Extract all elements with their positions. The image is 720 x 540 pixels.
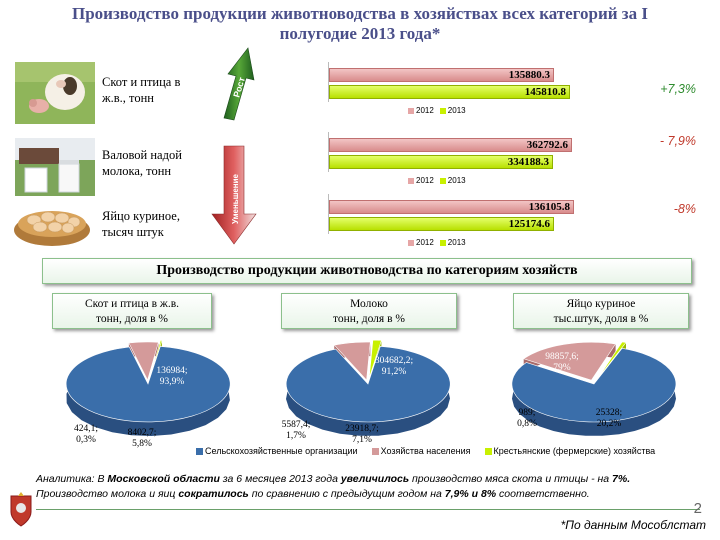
legend-swatch xyxy=(408,240,414,246)
pie-label-value: 8402,7; xyxy=(127,428,157,438)
legend-item xyxy=(408,238,434,247)
pie-title-line: тонн, доля в % xyxy=(96,313,168,325)
pie-label xyxy=(66,424,106,446)
pie-label-value: 989; xyxy=(518,408,536,418)
source-note: *По данным Мособлстат xyxy=(560,518,706,532)
legend-label: 2012 xyxy=(416,106,434,115)
analytics-fragment: производство мяса скота и птицы - на xyxy=(409,473,613,485)
eggs-basket-photo xyxy=(12,200,92,248)
bar-chart-milk xyxy=(322,132,622,192)
analytics-emphasis: сократилось xyxy=(178,488,249,500)
product-label-line: молока, тонн xyxy=(102,164,172,178)
pie-title-eggs xyxy=(513,293,689,329)
growth-arrow-label: Рост xyxy=(231,75,247,99)
analytics-fragment: за 6 месяцев 2013 года xyxy=(219,473,341,485)
product-label-livestock xyxy=(102,74,180,106)
legend-item xyxy=(440,238,466,247)
legend-label: 2013 xyxy=(447,176,466,185)
legend-item xyxy=(372,446,471,456)
pie-label xyxy=(150,366,194,388)
analytics-fragment: Аналитика: В xyxy=(36,473,108,485)
bar-value-label: 136105.8 xyxy=(528,201,570,213)
pie-title-livestock xyxy=(52,293,212,329)
change-livestock: +7,3% xyxy=(660,82,696,96)
bar-legend xyxy=(408,238,466,247)
page-title: Производство продукции животноводства в хозяйствах всех категорий за I полугодие 2013 года* xyxy=(72,4,648,43)
product-label-eggs xyxy=(102,208,180,240)
pie-label-share: 0,8% xyxy=(517,419,537,429)
pie-title-line: тыс.штук, доля в % xyxy=(553,313,649,325)
legend-swatch xyxy=(372,448,379,455)
pie-legend xyxy=(196,446,655,456)
pie-label xyxy=(338,424,386,446)
analytics-text xyxy=(36,472,696,502)
change-eggs: -8% xyxy=(673,202,696,216)
product-label-line: Валовой надой xyxy=(102,148,182,162)
bar-value-label: 334188.3 xyxy=(507,156,549,168)
bar-value-label: 125174.6 xyxy=(508,218,550,230)
pie-label-value: 98857,6; xyxy=(545,352,579,362)
product-label-line: Скот и птица в xyxy=(102,75,181,89)
legend-label: Крестьянские (фермерские) хозяйства xyxy=(493,446,656,456)
decrease-arrow-label: Уменьшение xyxy=(231,173,240,224)
legend-label: 2013 xyxy=(447,238,466,247)
legend-label: Хозяйства населения xyxy=(380,446,471,456)
pie-title-line: тонн, доля в % xyxy=(333,313,405,325)
analytics-fragment: соответственно. xyxy=(496,488,590,500)
analytics-fragment: Производство молока и яиц xyxy=(36,488,179,500)
legend-item xyxy=(440,106,466,115)
pie-label-share: 79% xyxy=(553,363,571,373)
bar-value-label: 362792.6 xyxy=(526,139,568,151)
legend-swatch xyxy=(440,240,446,246)
pie-label xyxy=(120,428,164,450)
livestock-photo xyxy=(15,62,95,124)
pie-title-line: Скот и птица в ж.в. xyxy=(84,298,180,310)
pie-label-value: 136984; xyxy=(156,366,188,376)
legend-swatch xyxy=(408,178,414,184)
change-milk: - 7,9% xyxy=(659,134,696,148)
pie-title-line: Яйцо куриное xyxy=(566,298,636,310)
bar-legend xyxy=(408,176,466,185)
page-number: 2 xyxy=(693,500,702,517)
pie-chart-eggs xyxy=(504,340,684,448)
legend-swatch xyxy=(440,108,446,114)
legend-swatch xyxy=(408,108,414,114)
pie-title-milk xyxy=(281,293,457,329)
pie-label xyxy=(538,352,586,374)
legend-item xyxy=(485,446,656,456)
pie-label-share: 5,8% xyxy=(132,439,152,449)
coat-of-arms-icon xyxy=(8,488,34,528)
product-label-milk xyxy=(102,147,182,179)
product-label-line: ж.в., тонн xyxy=(102,91,154,105)
legend-item xyxy=(440,176,466,185)
bar-legend xyxy=(408,106,466,115)
legend-label: 2012 xyxy=(416,176,434,185)
legend-swatch xyxy=(485,448,492,455)
bar-value-label: 145810.8 xyxy=(524,86,566,98)
product-label-line: Яйцо куриное, xyxy=(102,209,180,223)
legend-swatch xyxy=(196,448,203,455)
category-section-header: Производство продукции животноводства по категориям хозяйств xyxy=(42,258,692,284)
pie-label-share: 7,1% xyxy=(352,435,372,445)
pie-label-share: 93,9% xyxy=(159,377,185,387)
analytics-fragment: по сравнению с предыдущим годом на xyxy=(248,488,445,500)
pie-title-line: Молоко xyxy=(350,298,388,310)
analytics-emphasis: Московской области xyxy=(107,473,220,485)
bar-chart-livestock xyxy=(322,62,622,122)
bar-chart-eggs xyxy=(322,194,622,254)
pie-label-value: 25328; xyxy=(595,408,623,418)
legend-label: Сельскохозяйственные организации xyxy=(205,446,358,456)
analytics-emphasis: 7,9% и 8% xyxy=(444,488,497,500)
milk-photo xyxy=(15,138,95,196)
analytics-emphasis: 7%. xyxy=(612,473,631,485)
pie-label-share: 0,3% xyxy=(76,435,96,445)
product-label-line: тысяч штук xyxy=(102,225,164,239)
trend-arrows xyxy=(210,46,270,246)
pie-label xyxy=(510,408,544,430)
pie-label-share: 91,2% xyxy=(381,367,407,377)
legend-label: 2013 xyxy=(447,106,466,115)
bar-value-label: 135880.3 xyxy=(508,69,550,81)
pie-label xyxy=(368,356,420,378)
pie-label-value: 304682,2; xyxy=(374,356,414,366)
pie-label-value: 23918,7; xyxy=(345,424,379,434)
pie-label-share: 1,7% xyxy=(286,431,306,441)
footer-divider xyxy=(36,509,700,510)
legend-item xyxy=(408,106,434,115)
legend-item xyxy=(196,446,358,456)
analytics-emphasis: увеличилось xyxy=(340,473,410,485)
pie-label-share: 20,2% xyxy=(596,419,622,429)
legend-label: 2012 xyxy=(416,238,434,247)
pie-label-value: 424,1; xyxy=(73,424,98,434)
pie-label xyxy=(276,420,316,442)
legend-item xyxy=(408,176,434,185)
pie-label-value: 5587,4; xyxy=(281,420,311,430)
pie-label xyxy=(586,408,632,430)
legend-swatch xyxy=(440,178,446,184)
